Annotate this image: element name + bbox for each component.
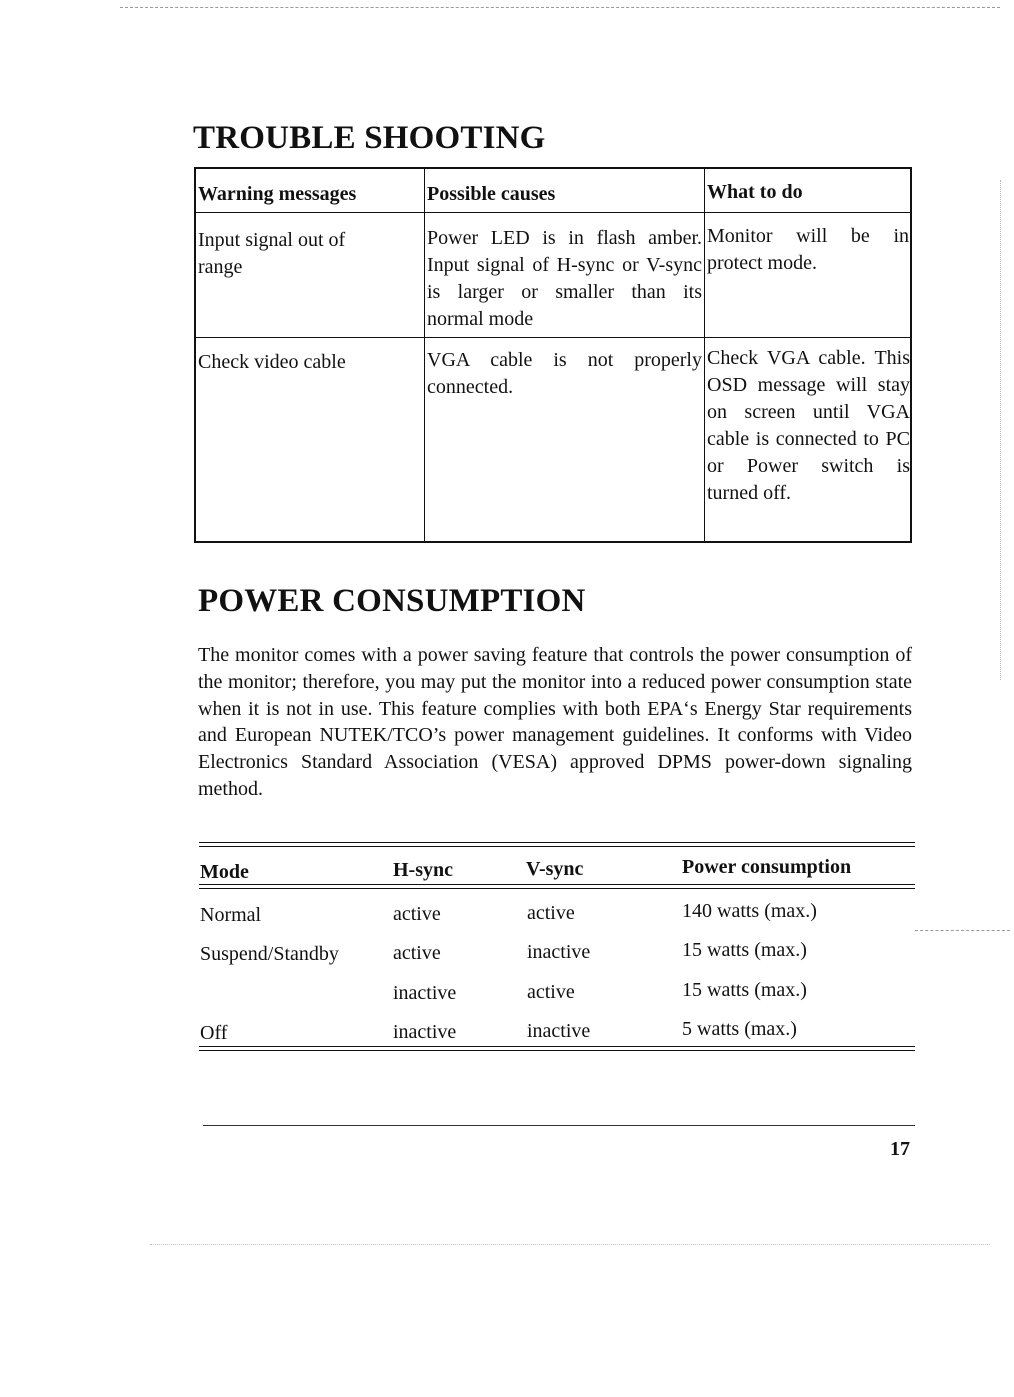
- footer-rule: [203, 1125, 915, 1126]
- scan-artifact-right: [1000, 180, 1001, 680]
- table-top-rule: [199, 842, 915, 843]
- header-what-to-do: What to do: [707, 181, 803, 203]
- row1-cause: Power LED is in flash amber. Input signal of H-sync or V-sync is larger or smaller than its normal mode: [427, 227, 702, 330]
- header-mode: Mode: [200, 861, 249, 883]
- row2-power: 15 watts (max.): [682, 939, 807, 961]
- table-bottom-rule: [199, 1050, 915, 1051]
- header-hsync: H-sync: [393, 859, 453, 881]
- row4-vsync: inactive: [527, 1020, 591, 1042]
- table-divider: [704, 169, 705, 541]
- header-warning-messages: Warning messages: [198, 183, 357, 205]
- power-consumption-heading: POWER CONSUMPTION: [198, 583, 586, 619]
- row3-power: 15 watts (max.): [682, 979, 807, 1001]
- page-number: 17: [890, 1138, 910, 1160]
- row1-hsync: active: [393, 903, 441, 925]
- scan-artifact-top: [120, 7, 1000, 8]
- row1-warning: Input signal out of range: [198, 229, 346, 278]
- row3-hsync: inactive: [393, 982, 457, 1004]
- table-divider: [196, 212, 910, 213]
- row2-vsync: inactive: [527, 941, 591, 963]
- scan-artifact-right-dash: [915, 930, 1010, 931]
- row4-mode: Off: [200, 1022, 228, 1044]
- row2-warning: Check video cable: [198, 351, 346, 373]
- header-possible-causes: Possible causes: [427, 183, 556, 205]
- header-vsync: V-sync: [526, 858, 584, 880]
- trouble-shooting-table: [194, 167, 912, 543]
- row2-hsync: active: [393, 942, 441, 964]
- row2-action: Check VGA cable. This OSD message will stay on screen until VGA cable is connected to PC or Power switch is turned off.: [707, 347, 910, 504]
- row3-vsync: active: [527, 981, 575, 1003]
- row1-mode: Normal: [200, 904, 262, 926]
- row1-power: 140 watts (max.): [682, 900, 817, 922]
- row1-action: Monitor will be in protect mode.: [707, 225, 909, 274]
- table-divider: [196, 337, 910, 338]
- row4-hsync: inactive: [393, 1021, 457, 1043]
- scan-artifact-bottom: [150, 1244, 990, 1245]
- table-header-rule: [199, 884, 915, 885]
- power-consumption-paragraph: The monitor comes with a power saving feature that controls the power consumption of the monitor; therefore, you may put the monitor into a reduced power consumption state when it is not in use. This feature complies with both EPA‘s Energy Star requirements and European NUTEK/TCO’s power management guidelines. It conforms with Video Electronics Standard Association (VESA) approved DPMS power-down signaling method.: [198, 644, 912, 800]
- row4-power: 5 watts (max.): [682, 1018, 797, 1040]
- trouble-shooting-heading: TROUBLE SHOOTING: [193, 120, 546, 156]
- table-header-rule: [199, 888, 915, 889]
- table-bottom-rule: [199, 1046, 915, 1047]
- table-divider: [424, 169, 425, 541]
- table-top-rule: [199, 846, 915, 847]
- header-power-consumption: Power consumption: [682, 856, 852, 878]
- row2-cause: VGA cable is not properly connected.: [427, 349, 702, 398]
- row2-mode: Suspend/Standby: [200, 943, 339, 965]
- row1-vsync: active: [527, 902, 575, 924]
